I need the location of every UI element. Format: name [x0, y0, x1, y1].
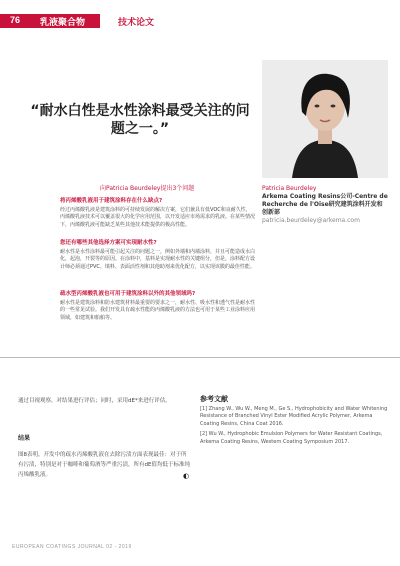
section-name: 乳液聚合物: [40, 18, 86, 28]
section-divider: [0, 357, 400, 358]
author-email[interactable]: patricia.beurdeley@arkema.com: [262, 217, 360, 224]
qa-answer: 耐水性是水性涂料最可能引起关注的问题之一，例如外墙和内墙涂料，并且可能造成水白化，起泡，开裂等的原因。在涂料中，基料是实现耐水性的关键组分，但是，涂料配方设计师必须通过PVC、填料、表面活性剂和其他助剂来优化配方，以实现该膜的最佳性能。: [60, 249, 256, 270]
results-heading: 结果: [18, 435, 31, 442]
page-headline: “耐水白性是水性涂料最受关注的问题之一。”: [30, 103, 250, 137]
qa-answer: 经过丙烯酸乳液是建筑涂料的可持续发展的解决方案，它们兼具有低VOC和良耐久性，丙烯酸乳液技术可以覆盖很大的化学应用范围，以开发适应市场需求的乳液。在某些情况下，丙烯酸乳液可能缺乏某些其他技术能提供的极高性能。: [60, 207, 256, 228]
category-label: 技术论文: [118, 18, 155, 28]
reference-item: [1] Zhang W., Wu W., Meng M., Ge S., Hydrophobicity and Water Whitening Resistance of Branched Vinyl Ester Modified Acrylic Polymer, Arkema Coating Resins, China Coat 2016.: [200, 405, 388, 427]
byline: 向Patricia Beurdeley提出3个问题: [100, 185, 195, 192]
references-title: 参考文献: [200, 395, 228, 403]
qa-question: 您还有哪些其他选择方案可实现耐水性?: [60, 240, 157, 246]
journal-footer: EUROPEAN COATINGS JOURNAL 02 - 2019: [12, 544, 132, 550]
article-end-icon: ◐: [183, 472, 190, 480]
qa-question: 疏水型丙烯酸乳液也可用于建筑涂料以外的其他领域吗?: [60, 291, 196, 297]
author-photo: [262, 60, 388, 178]
qa-answer: 耐水性是建筑涂料和防水建筑材料最重要的要求之一，耐水性、吸水性和透气性是耐水性的一些常见试验。我们开发具有疏水性能的丙烯酸乳液的方法也可用于某些工业涂料应用领域，如建筑和船舶等。: [60, 300, 256, 321]
references: [200, 396, 390, 449]
author-name: Patricia Beurdeley: [262, 185, 317, 192]
body-paragraph-2: 图8表明，开发中的疏水丙烯酸乳液在去除污渍方面表现最佳：对于所有污渍，特别是对于咖啡和葡萄酒等严重污渍，所有dE值均低于标准纯丙烯酸乳液。: [18, 452, 190, 478]
reference-item: [2] Wu W., Hydrophobic Emulsion Polymers for Water Resistant Coatings, Arkema Coating Resins, Western Coating Symposium 2017.: [200, 431, 383, 445]
qa-question: 将丙烯酸乳液用于建筑涂料存在什么缺点?: [60, 198, 163, 204]
qa-block-1: [60, 198, 255, 229]
portrait-image: [262, 60, 388, 178]
author-info: [262, 185, 388, 225]
author-organization: Arkema Coating Resins公司-Centre de Recherche de l'Oise研究建筑涂料开发和创新部: [262, 193, 388, 216]
page-number: 76: [10, 15, 21, 25]
qa-block-2: [60, 240, 255, 271]
qa-block-3: [60, 291, 255, 322]
body-paragraph-1: 通过目视观察，对结果进行评估；同时，采用dE*来进行评估。: [18, 398, 171, 404]
